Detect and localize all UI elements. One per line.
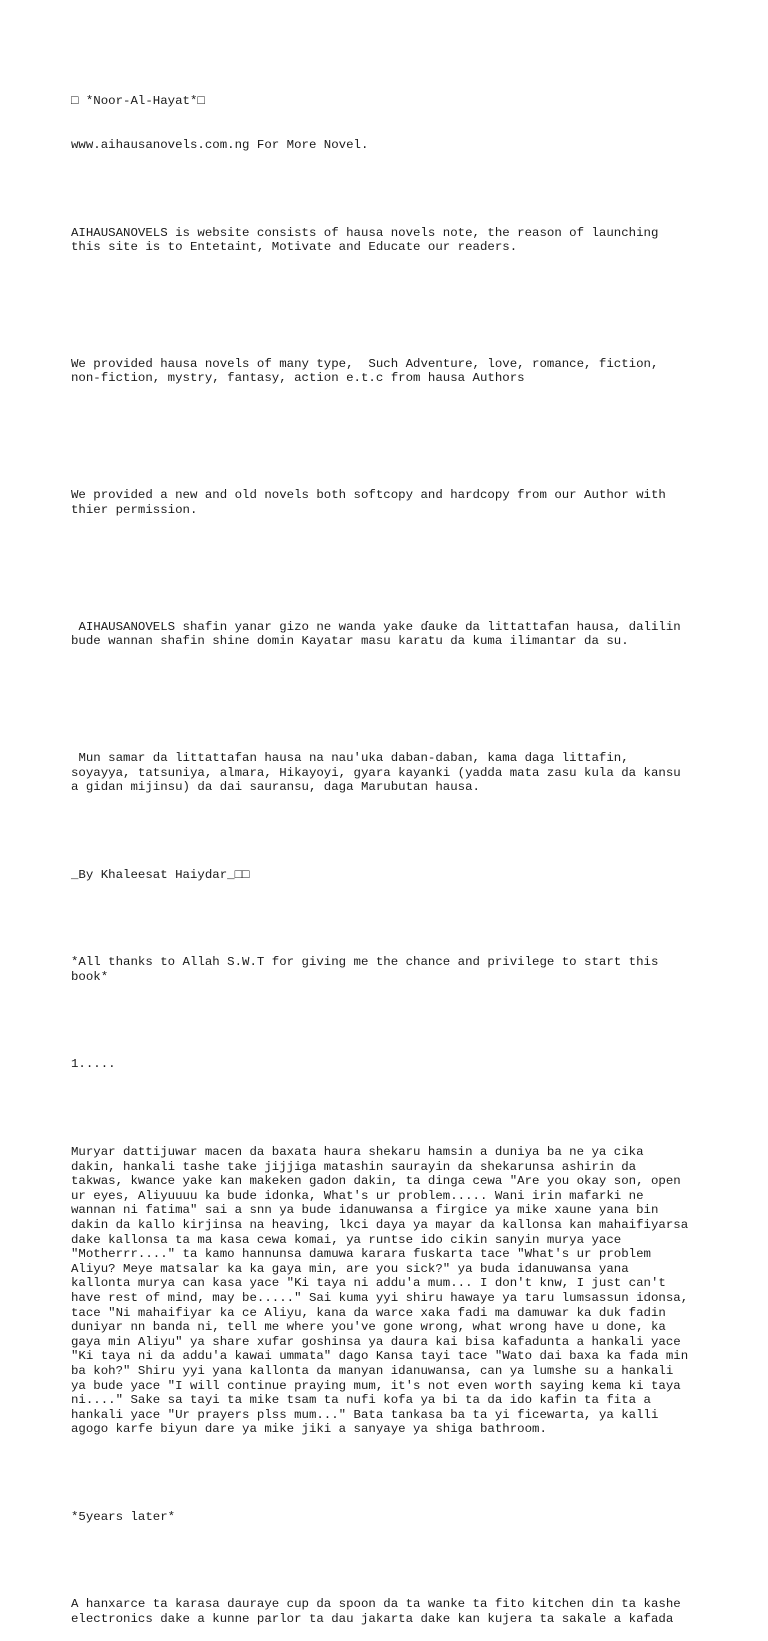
intro-paragraph-1: AIHAUSANOVELS is website consists of hausa novels note, the reason of launching this site is to Entetaint, Motivate and Educate our readers.: [71, 225, 659, 255]
intro-paragraph-2: We provided hausa novels of many type, Such Adventure, love, romance, fiction, non-fiction, mystry, fantasy, action e.t.c from hausa Authors: [71, 356, 659, 386]
document-body: [71, 65, 711, 1641]
author-byline: _By Khaleesat Haiydar_□□: [71, 867, 250, 882]
thanks-note: *All thanks to Allah S.W.T for giving me the chance and privilege to start this book*: [71, 955, 659, 984]
website-line: www.aihausanovels.com.ng For More Novel.: [71, 137, 369, 152]
intro-paragraph-4: AIHAUSANOVELS shafin yanar gizo ne wanda yake ɗauke da littattafan hausa, dalilin bude wannan shafin shine domin Kayatar masu karatu da kuma ilimantar da su.: [71, 619, 681, 649]
story-paragraph-2: A hanxarce ta karasa dauraye cup da spoon da ta wanke ta fito kitchen din ta kashe electronics dake a kunne parlor ta dau jakarta dake kan kujera ta sakale a kafada: [71, 1597, 681, 1626]
novel-title-line: □ *Noor-Al-Hayat*□: [71, 94, 205, 109]
story-paragraph-1: Muryar dattijuwar macen da baxata haura shekaru hamsin a duniya ba ne ya cika dakin, hankali tashe take jijjiga matashin saurayin da shekarunsa ashirin da takwas, kwance yake kan makeken gadon dakin, ta dinga cewa "Are you okay son, open ur eyes, Aliyuuuu ka bude idonka, What's ur problem..... Wani irin mafarki ne wannan ni fatima" sai a snn ya bude idanuwansa a firgice ya mike xaune yana bin dakin da kallo kirjinsa na heaving, lkci daya ya mayar da kallonsa kan mahaifiyarsa dake kallonsa ta ma kasa cewa komai, ya runtse ido cikin sanyin murya yace "Motherrr...." ta kamo hannunsa damuwa karara fuskarta tace "What's ur problem Aliyu? Meye matsalar ka ka gaya min, are you sick?" ya buda idanuwansa yana kallonta murya can kasa yace "Ki taya ni addu'a mum... I don't knw, I just can't have rest of mind, may be....." Sai kuma yyi shiru hawaye ya taru lumsassun idonsa, tace "Ni mahaifiyar ka ce Aliyu, kana da warce xaka fadi ma damuwar ka duk fadin duniyar nn banda ni, tell me where you've gone wrong, what wrong have u done, ka gaya min Aliyu" ya share xufar goshinsa ya daura kai bisa kafadunta a hankali yace "Ki taya ni da addu'a kawai ummata" dago Kansa tayi tace "Wato dai baxa ka fada min ba koh?" Shiru yyi yana kallonta da manyan idanuwansa, can ya lumshe su a hankali ya bude yace "I will continue praying mum, it's not even worth saying kema ki taya ni...." Sake sa tayi ta mike tsam ta nufi kofa ya bi ta da ido kafin ta fita a hankali yace "Ur prayers plss mum..." Bata tankasa ba ta yi ficewarta, ya kalli agogo karfe biyun dare ya mike jiki a sanyaye ya shiga bathroom.: [71, 1145, 689, 1437]
intro-paragraph-3: We provided a new and old novels both softcopy and hardcopy from our Author with thier permission.: [71, 488, 666, 517]
chapter-number: 1.....: [71, 1057, 116, 1072]
intro-paragraph-5: Mun samar da littattafan hausa na nau'uka daban-daban, kama daga littafin, soyayya, tatsuniya, almara, Hikayoyi, gyara kayanki (yadda mata zasu kula da kansu a gidan mijinsu) da dai sauransu, daga Marubutan hausa.: [71, 750, 681, 795]
time-skip-heading: *5years later*: [71, 1509, 176, 1524]
